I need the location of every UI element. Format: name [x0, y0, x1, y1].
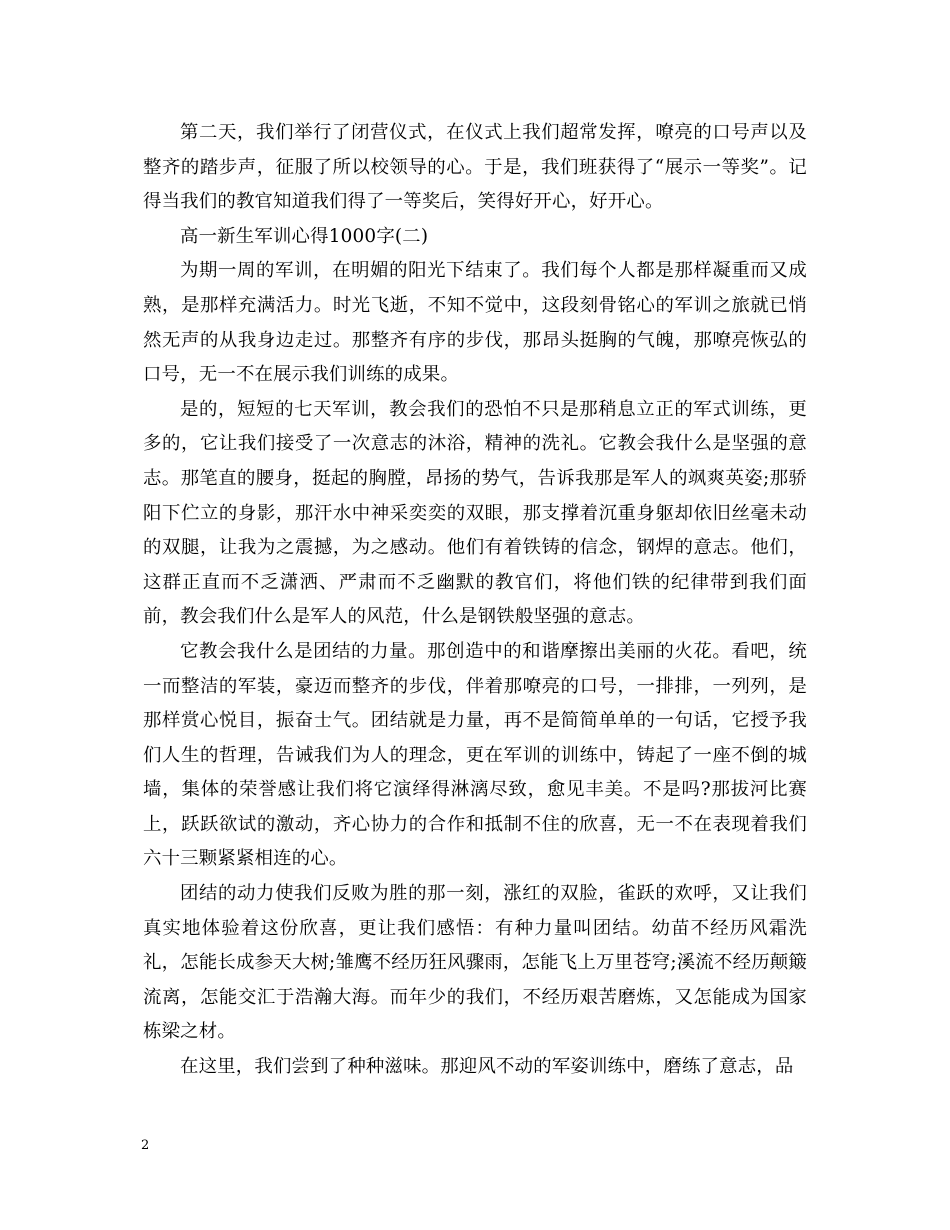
page-number: 2	[141, 1138, 150, 1153]
section-heading: 高一新生军训心得1000字(二)	[180, 225, 429, 247]
paragraph-experiences: 在这里，我们尝到了种种滋味。那迎风不动的军姿训练中，磨练了意志，品	[180, 1056, 794, 1078]
paragraph-closing-ceremony: 第二天，我们举行了闭营仪式，在仪式上我们超常发挥，嘹亮的口号声以及整齐的踏步声，征服了所以校领导的心。于是，我们班获得了“展示一等奖”。记得当我们的教官知道我们得了一等奖后，笑得好开心，好开心。	[143, 122, 807, 213]
paragraph-unity-strength: 它教会我什么是团结的力量。那创造中的和谐摩擦出美丽的火花。看吧，统一而整洁的军装，豪迈而整齐的步伐，伴着那嘹亮的口号，一排排，一列列，是那样赏心悦目，振奋士气。团结就是力量，再不是简简单单的一句话，它授予我们人生的哲理，告诫我们为人的理念，更在军训的训练中，铸起了一座不倒的城墙，集体的荣誉感让我们将它演绎得淋漓尽致，愈见丰美。不是吗?那拔河比赛上，跃跃欲试的激动，齐心协力的合作和抵制不住的欣喜，无一不在表现着我们六十三颗紧紧相连的心。	[143, 640, 807, 870]
body-text	[143, 116, 807, 1085]
paragraph-unity-motivation: 团结的动力使我们反败为胜的那一刻，涨红的双脸，雀跃的欢呼，又让我们真实地体验着这份欣喜，更让我们感悟：有种力量叫团结。幼苗不经历风霜洗礼，怎能长成参天大树;雏鹰不经历狂风骤雨，怎能飞上万里苍穹;溪流不经历颠簸流离，怎能交汇于浩瀚大海。而年少的我们，不经历艰苦磨炼，又怎能成为国家栋梁之材。	[143, 883, 807, 1043]
paragraph-strong-will: 是的，短短的七天军训，教会我们的恐怕不只是那稍息立正的军式训练，更多的，它让我们接受了一次意志的沐浴，精神的洗礼。它教会我什么是坚强的意志。那笔直的腰身，挺起的胸膛，昂扬的势气，告诉我那是军人的飒爽英姿;那骄阳下伫立的身影，那汗水中神采奕奕的双眼，那支撑着沉重身躯却依旧丝毫未动的双腿，让我为之震撼，为之感动。他们有着铁铸的信念，钢焊的意志。他们，这群正直而不乏潇洒、严肃而不乏幽默的教官们，将他们铁的纪律带到我们面前，教会我们什么是军人的风范，什么是钢铁般坚强的意志。	[143, 398, 807, 628]
paragraph-training-end: 为期一周的军训，在明媚的阳光下结束了。我们每个人都是那样凝重而又成熟，是那样充满活力。时光飞逝，不知不觉中，这段刻骨铭心的军训之旅就已悄然无声的从我身边走过。那整齐有序的步伐，那昂头挺胸的气魄，那嘹亮恢弘的口号，无一不在展示我们训练的成果。	[143, 260, 807, 386]
